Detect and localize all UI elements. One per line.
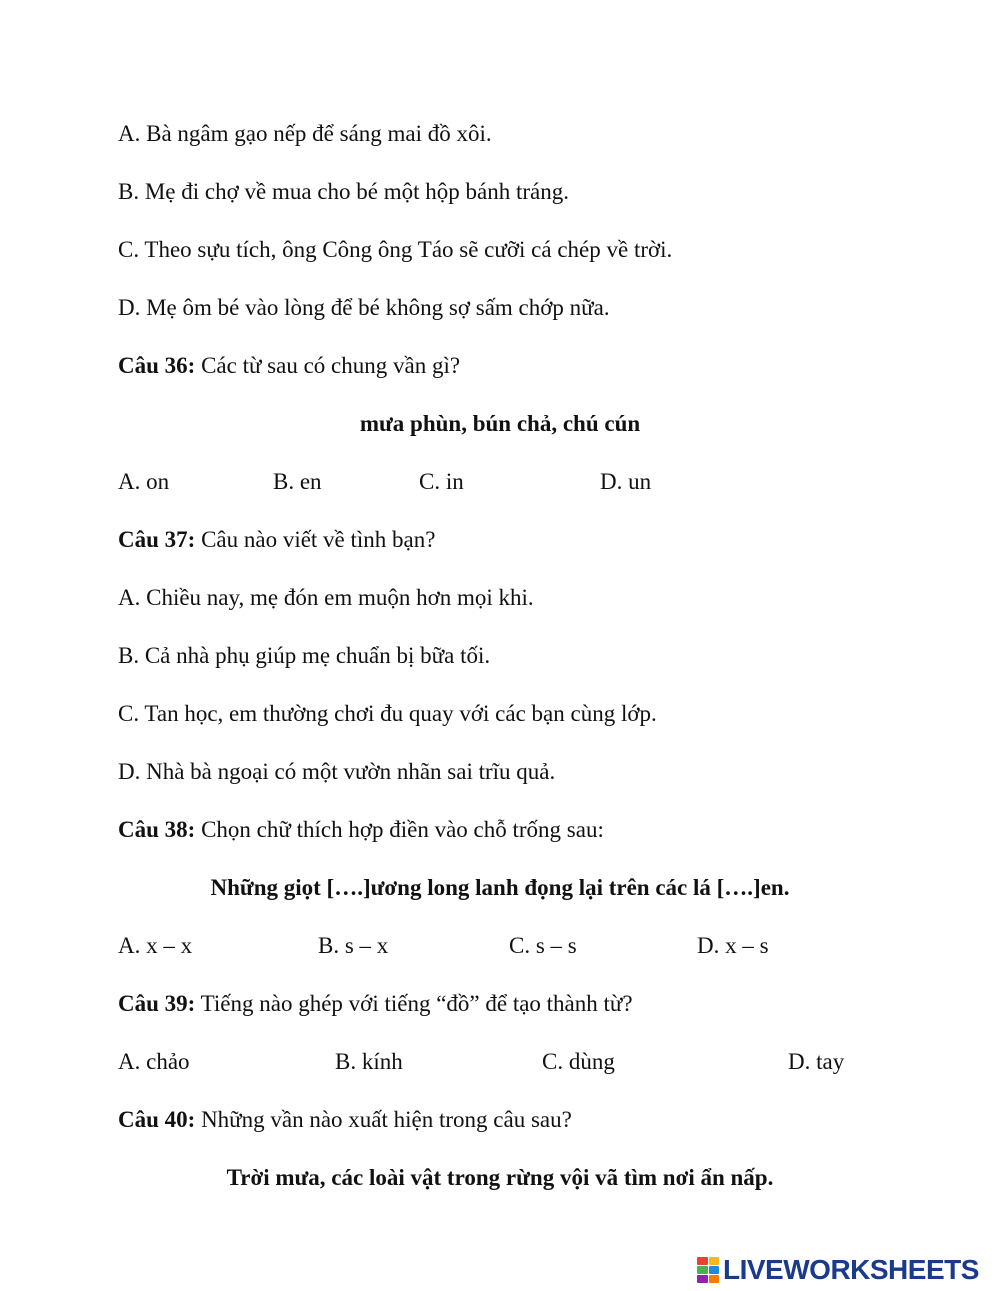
q36-option-d: D. un: [600, 469, 652, 494]
q38-text: Chọn chữ thích hợp điền vào chỗ trống sau:: [195, 817, 604, 842]
q37-option-d: D. Nhà bà ngoại có một vườn nhãn sai trĩu quả.: [118, 759, 556, 784]
q38-question: [118, 816, 604, 844]
q40-text: Những vần nào xuất hiện trong câu sau?: [195, 1107, 572, 1132]
q39-number: Câu 39:: [118, 991, 196, 1016]
q39-text: Tiếng nào ghép với tiếng “đồ” để tạo thành từ?: [195, 991, 633, 1016]
q35-option-a: A. Bà ngâm gạo nếp để sáng mai đồ xôi.: [118, 121, 492, 146]
liveworksheets-logo-text: LIVEWORKSHEETS: [723, 1254, 979, 1285]
q38-option-c: C. s – s: [509, 933, 577, 958]
q38-number: Câu 38:: [118, 817, 196, 842]
q39-option-d: D. tay: [788, 1049, 845, 1074]
q37-option-b: B. Cả nhà phụ giúp mẹ chuẩn bị bữa tối.: [118, 643, 491, 668]
liveworksheets-logo[interactable]: [697, 1255, 979, 1285]
q38-option-a: A. x – x: [118, 933, 193, 958]
q37-option-a: A. Chiều nay, mẹ đón em muộn hơn mọi khi.: [118, 585, 534, 610]
q35-option-d: D. Mẹ ôm bé vào lòng để bé không sợ sấm chớp nữa.: [118, 295, 610, 320]
q39-option-b: B. kính: [335, 1049, 403, 1074]
q40-question: [118, 1106, 572, 1134]
q38-option-b: B. s – x: [318, 933, 389, 958]
liveworksheets-icon: [697, 1257, 719, 1283]
q40-sentence: Trời mưa, các loài vật trong rừng vội vã tìm nơi ẩn nấp.: [226, 1165, 774, 1190]
q36-option-a: A. on: [118, 469, 170, 494]
q38-option-d: D. x – s: [697, 933, 769, 958]
q38-sentence: Những giọt [….]ương long lanh đọng lại trên các lá [….]en.: [210, 875, 790, 900]
q39-option-a: A. chảo: [118, 1049, 190, 1074]
q36-text: Các từ sau có chung vần gì?: [195, 353, 461, 378]
q37-number: Câu 37:: [118, 527, 196, 552]
q36-option-c: C. in: [419, 469, 464, 494]
q36-number: Câu 36:: [118, 353, 196, 378]
q40-number: Câu 40:: [118, 1107, 196, 1132]
q36-words: mưa phùn, bún chả, chú cún: [359, 411, 641, 436]
q39-option-c: C. dùng: [542, 1049, 615, 1074]
q37-text: Câu nào viết về tình bạn?: [195, 527, 436, 552]
q39-question: [118, 990, 633, 1018]
q37-option-c: C. Tan học, em thường chơi đu quay với các bạn cùng lớp.: [118, 701, 657, 726]
q36-option-b: B. en: [273, 469, 322, 494]
q35-option-b: B. Mẹ đi chợ về mua cho bé một hộp bánh tráng.: [118, 179, 569, 204]
q35-option-c: C. Theo sựu tích, ông Công ông Táo sẽ cưỡi cá chép về trời.: [118, 237, 673, 262]
q37-question: [118, 526, 435, 554]
q36-question: [118, 352, 460, 380]
